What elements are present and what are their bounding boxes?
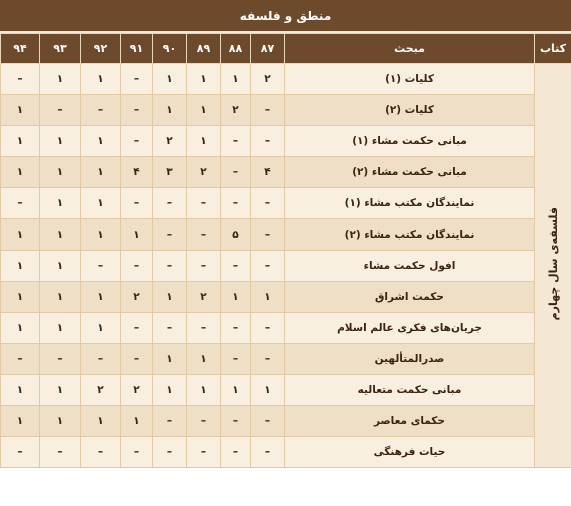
header-year: ۸۷: [251, 34, 285, 64]
table-row: [1, 157, 571, 188]
topic-cell: حکمای معاصر: [285, 406, 535, 437]
count-cell: –: [221, 126, 251, 157]
count-cell: ۱: [40, 250, 81, 281]
count-cell: –: [40, 95, 81, 126]
topic-cell: حکمت اشراق: [285, 281, 535, 312]
count-cell: ۲: [153, 126, 187, 157]
count-cell: ۱: [40, 126, 81, 157]
count-cell: –: [121, 126, 153, 157]
topic-cell: نمایندگان مکتب مشاء (۲): [285, 219, 535, 250]
count-cell: ۱: [40, 312, 81, 343]
count-cell: –: [251, 188, 285, 219]
table-row: [1, 95, 571, 126]
table-row: [1, 126, 571, 157]
count-cell: –: [121, 437, 153, 468]
count-cell: ۱: [1, 95, 40, 126]
count-cell: ۱: [40, 374, 81, 405]
count-cell: –: [187, 406, 221, 437]
topic-cell: کلیات (۱): [285, 64, 535, 95]
topic-cell: حیات فرهنگی: [285, 437, 535, 468]
count-cell: ۱: [187, 343, 221, 374]
count-cell: ۱: [1, 250, 40, 281]
table-row: [1, 343, 571, 374]
count-cell: –: [1, 188, 40, 219]
topic-cell: مبانی حکمت متعالیه: [285, 374, 535, 405]
book-name: فلسفه‌ی سال چهارم: [546, 207, 560, 321]
count-cell: –: [187, 312, 221, 343]
count-cell: –: [121, 312, 153, 343]
count-cell: –: [221, 157, 251, 188]
count-cell: ۱: [81, 406, 121, 437]
count-cell: –: [81, 343, 121, 374]
count-cell: ۱: [1, 126, 40, 157]
count-cell: –: [153, 188, 187, 219]
topic-cell: کلیات (۲): [285, 95, 535, 126]
count-cell: –: [121, 64, 153, 95]
header-row: [1, 34, 571, 64]
count-cell: ۱: [40, 406, 81, 437]
count-cell: ۱: [1, 157, 40, 188]
count-cell: –: [221, 437, 251, 468]
count-cell: ۲: [121, 281, 153, 312]
count-cell: ۱: [221, 281, 251, 312]
count-cell: ۱: [153, 343, 187, 374]
count-cell: –: [153, 250, 187, 281]
count-cell: ۱: [40, 64, 81, 95]
topic-cell: صدرالمتألهین: [285, 343, 535, 374]
count-cell: –: [187, 437, 221, 468]
count-cell: –: [251, 250, 285, 281]
count-cell: ۱: [40, 157, 81, 188]
count-cell: ۴: [251, 157, 285, 188]
topic-cell: نمایندگان مکتب مشاء (۱): [285, 188, 535, 219]
count-cell: –: [187, 250, 221, 281]
count-cell: –: [121, 343, 153, 374]
count-cell: –: [153, 406, 187, 437]
header-year: ۸۸: [221, 34, 251, 64]
count-cell: –: [153, 312, 187, 343]
count-cell: –: [81, 250, 121, 281]
topic-cell: مبانی حکمت مشاء (۱): [285, 126, 535, 157]
count-cell: ۲: [251, 64, 285, 95]
table-row: [1, 219, 571, 250]
count-cell: –: [1, 343, 40, 374]
table-body: [1, 64, 571, 468]
count-cell: ۱: [81, 281, 121, 312]
count-cell: ۲: [187, 157, 221, 188]
count-cell: ۲: [121, 374, 153, 405]
count-cell: ۱: [121, 219, 153, 250]
count-cell: ۵: [221, 219, 251, 250]
count-cell: ۱: [153, 374, 187, 405]
count-cell: ۱: [251, 281, 285, 312]
count-cell: –: [251, 437, 285, 468]
header-year: ۹۴: [1, 34, 40, 64]
count-cell: ۱: [187, 374, 221, 405]
header-topic: مبحث: [285, 34, 535, 64]
topic-cell: جریان‌های فکری عالم اسلام: [285, 312, 535, 343]
count-cell: ۱: [187, 126, 221, 157]
count-cell: ۱: [81, 157, 121, 188]
count-cell: ۱: [1, 281, 40, 312]
book-cell: [535, 64, 571, 468]
count-cell: –: [121, 188, 153, 219]
count-cell: –: [1, 64, 40, 95]
count-cell: ۱: [81, 64, 121, 95]
table-row: [1, 250, 571, 281]
topic-frequency-table: [0, 33, 571, 468]
count-cell: ۱: [221, 374, 251, 405]
count-cell: –: [251, 343, 285, 374]
table-row: [1, 374, 571, 405]
count-cell: ۱: [81, 126, 121, 157]
topic-cell: افول حکمت مشاء: [285, 250, 535, 281]
count-cell: ۱: [81, 219, 121, 250]
count-cell: –: [221, 343, 251, 374]
count-cell: ۱: [40, 219, 81, 250]
count-cell: ۱: [40, 188, 81, 219]
table-row: [1, 188, 571, 219]
count-cell: –: [187, 219, 221, 250]
count-cell: ۱: [221, 64, 251, 95]
count-cell: ۱: [81, 312, 121, 343]
count-cell: –: [121, 95, 153, 126]
count-cell: –: [121, 250, 153, 281]
count-cell: ۱: [81, 188, 121, 219]
header-book: کتاب: [535, 34, 571, 64]
count-cell: –: [153, 437, 187, 468]
count-cell: –: [251, 219, 285, 250]
count-cell: ۱: [1, 374, 40, 405]
count-cell: ۱: [1, 406, 40, 437]
count-cell: –: [40, 437, 81, 468]
count-cell: –: [221, 188, 251, 219]
header-year: ۹۱: [121, 34, 153, 64]
count-cell: –: [251, 406, 285, 437]
count-cell: –: [221, 250, 251, 281]
count-cell: ۱: [1, 219, 40, 250]
count-cell: –: [221, 312, 251, 343]
header-year: ۹۳: [40, 34, 81, 64]
count-cell: –: [251, 126, 285, 157]
count-cell: –: [187, 188, 221, 219]
count-cell: –: [251, 312, 285, 343]
count-cell: ۱: [153, 281, 187, 312]
table-row: [1, 312, 571, 343]
count-cell: ۲: [187, 281, 221, 312]
count-cell: ۱: [40, 281, 81, 312]
count-cell: –: [81, 95, 121, 126]
count-cell: ۱: [153, 95, 187, 126]
count-cell: ۳: [153, 157, 187, 188]
count-cell: –: [251, 95, 285, 126]
count-cell: ۲: [221, 95, 251, 126]
table-title: منطق و فلسفه: [0, 0, 571, 33]
count-cell: ۱: [251, 374, 285, 405]
header-year: ۸۹: [187, 34, 221, 64]
table-row: [1, 64, 571, 95]
count-cell: –: [81, 437, 121, 468]
count-cell: ۱: [187, 95, 221, 126]
count-cell: –: [1, 437, 40, 468]
count-cell: ۱: [1, 312, 40, 343]
table-row: [1, 437, 571, 468]
table-row: [1, 406, 571, 437]
count-cell: ۱: [187, 64, 221, 95]
count-cell: –: [221, 406, 251, 437]
header-year: ۹۰: [153, 34, 187, 64]
count-cell: ۱: [153, 64, 187, 95]
table-row: [1, 281, 571, 312]
count-cell: ۱: [121, 406, 153, 437]
header-year: ۹۲: [81, 34, 121, 64]
count-cell: –: [40, 343, 81, 374]
topic-cell: مبانی حکمت مشاء (۲): [285, 157, 535, 188]
count-cell: ۲: [81, 374, 121, 405]
count-cell: –: [153, 219, 187, 250]
count-cell: ۴: [121, 157, 153, 188]
